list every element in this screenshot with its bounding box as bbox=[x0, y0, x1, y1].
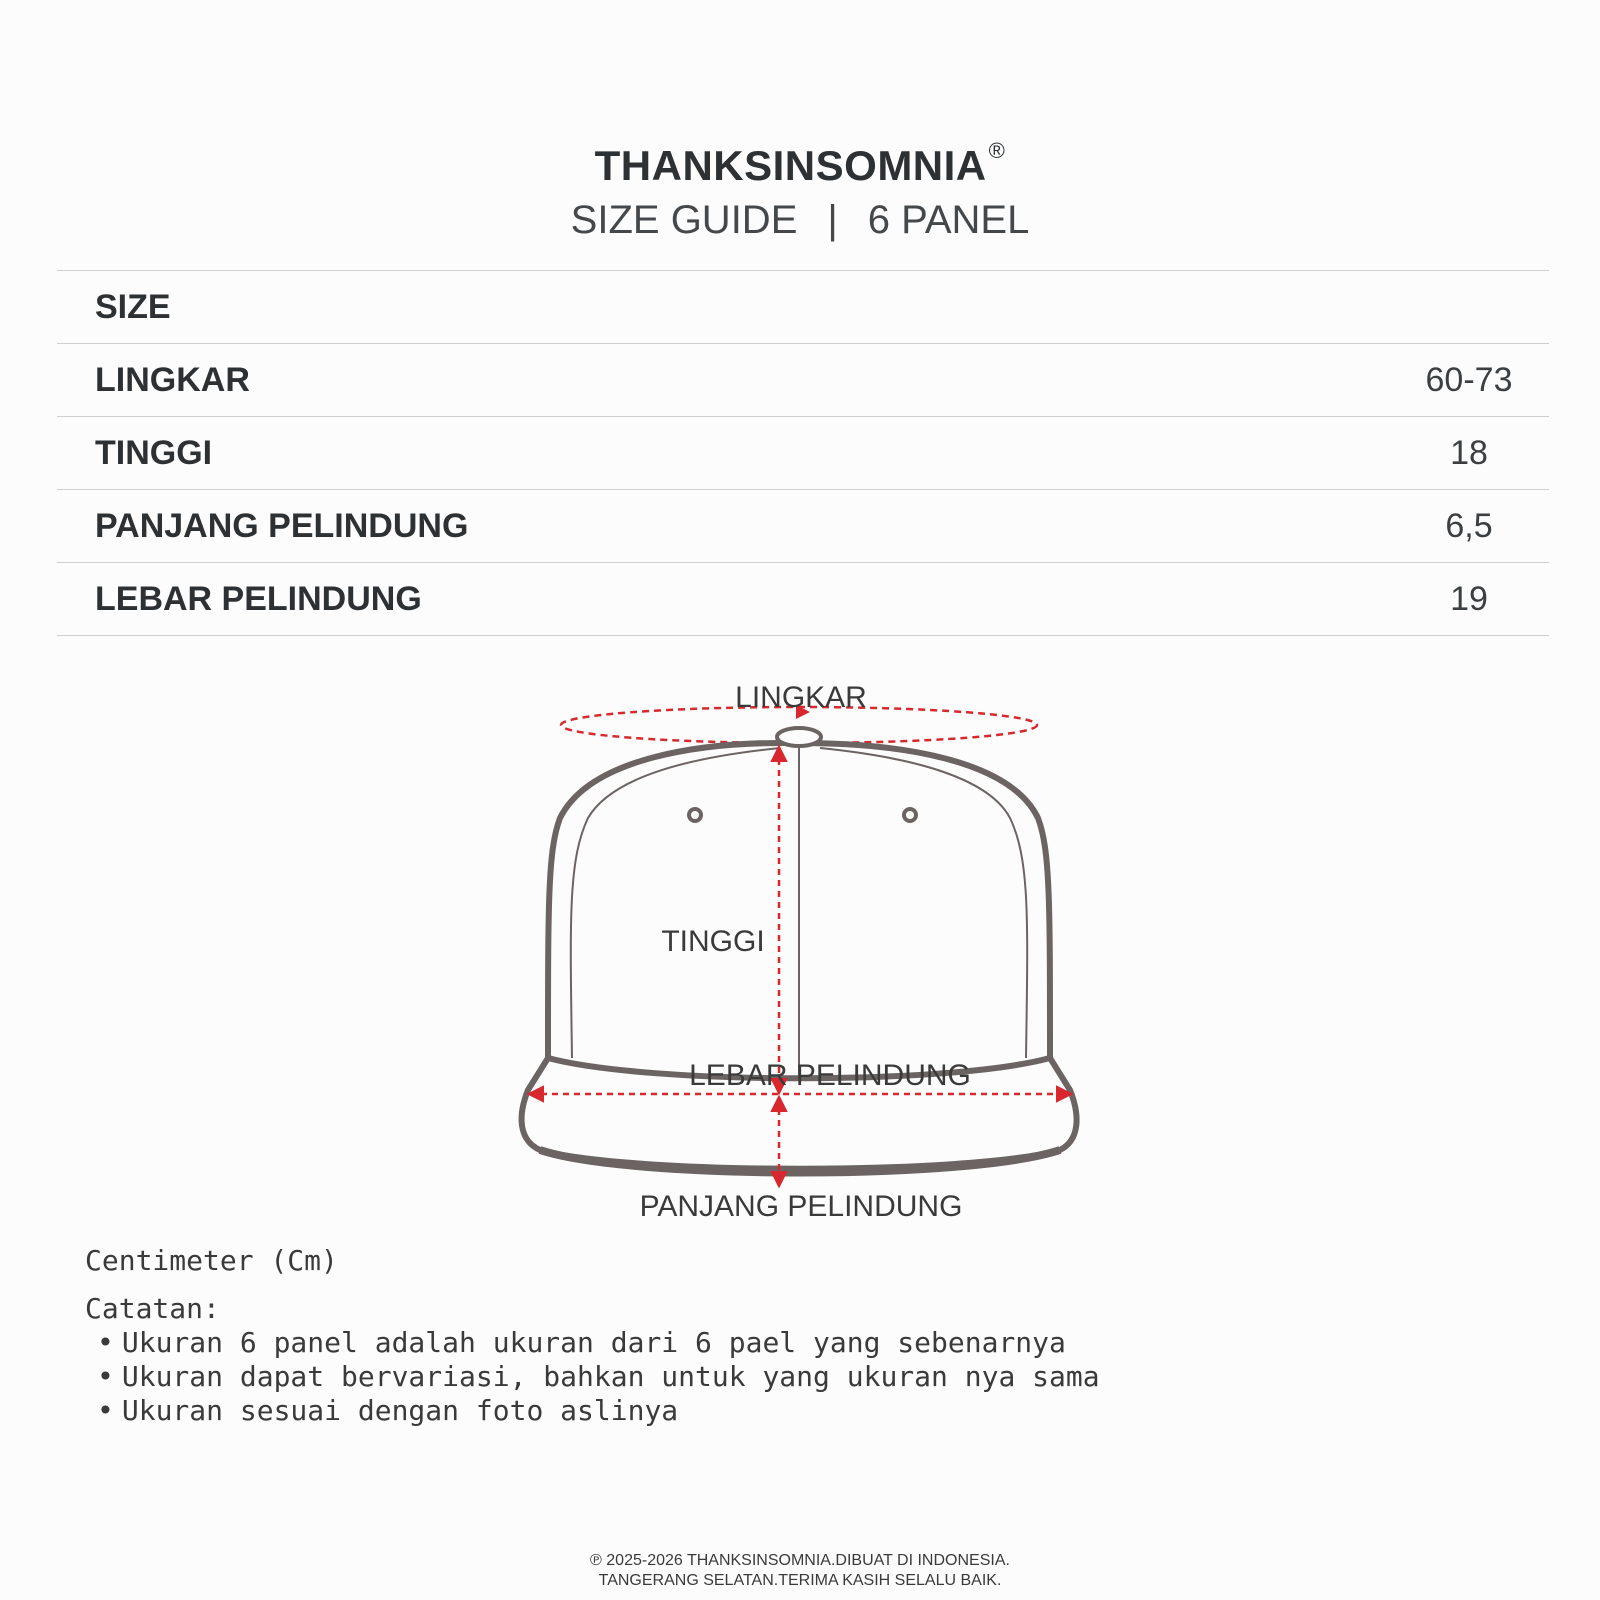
row-label: LEBAR PELINDUNG bbox=[95, 579, 422, 618]
list-item: • Ukuran 6 panel adalah ukuran dari 6 pael yang sebenarnya bbox=[97, 1326, 1100, 1360]
footer bbox=[0, 1551, 1600, 1591]
row-value: 60-73 bbox=[1425, 360, 1513, 399]
table-header-row bbox=[57, 271, 1549, 344]
row-label: TINGGI bbox=[95, 433, 213, 472]
notes-title: Catatan: bbox=[85, 1292, 220, 1325]
registered-mark: ® bbox=[988, 138, 1006, 163]
footer-line-2: TANGERANG SELATAN.TERIMA KASIH SELALU BAIK. bbox=[598, 1572, 1002, 1589]
subtitle-separator: | bbox=[827, 198, 838, 242]
brand-name: THANKSINSOMNIA bbox=[594, 142, 987, 189]
page-subtitle bbox=[0, 198, 1600, 243]
brand-title bbox=[0, 138, 1600, 190]
size-guide-label: SIZE GUIDE bbox=[570, 198, 798, 242]
cap-inner-seam-left bbox=[571, 748, 780, 1058]
lebar-label: LEBAR PELINDUNG bbox=[689, 1059, 971, 1092]
notes-section bbox=[85, 1244, 1100, 1428]
row-value: 19 bbox=[1450, 579, 1488, 618]
row-label: LINGKAR bbox=[95, 360, 250, 399]
size-table bbox=[57, 270, 1549, 636]
unit-label: Centimeter (Cm) bbox=[85, 1244, 338, 1277]
panjang-label: PANJANG PELINDUNG bbox=[639, 1190, 963, 1223]
footer-line-1: ℗ 2025-2026 THANKSINSOMNIA.DIBUAT DI INDONESIA. bbox=[590, 1552, 1010, 1569]
table-row bbox=[57, 490, 1549, 563]
list-item: • Ukuran dapat bervariasi, bahkan untuk yang ukuran nya sama bbox=[97, 1360, 1100, 1394]
tinggi-label: TINGGI bbox=[661, 925, 765, 958]
lingkar-label: LINGKAR bbox=[735, 681, 867, 714]
cap-inner-seam-right bbox=[820, 748, 1027, 1058]
table-row bbox=[57, 417, 1549, 490]
cap-eyelet-right bbox=[904, 809, 916, 821]
cap-brim-lower-edge bbox=[540, 1150, 1060, 1173]
row-value: 18 bbox=[1450, 433, 1488, 472]
row-label: PANJANG PELINDUNG bbox=[95, 506, 469, 545]
panel-label: 6 PANEL bbox=[867, 198, 1030, 242]
cap-top-button bbox=[777, 728, 821, 746]
cap-diagram bbox=[500, 665, 1100, 1235]
notes-list bbox=[85, 1326, 1100, 1428]
list-item: • Ukuran sesuai dengan foto aslinya bbox=[97, 1394, 1100, 1428]
table-row bbox=[57, 563, 1549, 636]
table-row bbox=[57, 344, 1549, 417]
row-value: 6,5 bbox=[1445, 506, 1493, 545]
size-header-label: SIZE bbox=[95, 287, 171, 326]
cap-eyelet-left bbox=[689, 809, 701, 821]
